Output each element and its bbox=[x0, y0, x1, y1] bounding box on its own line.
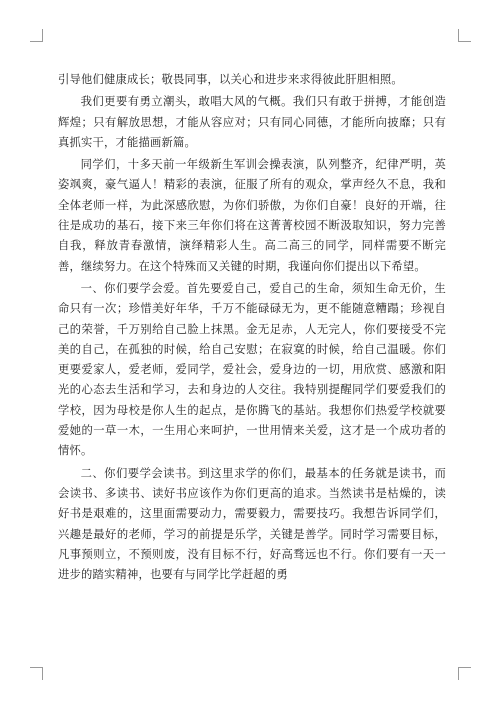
crop-mark-top-left bbox=[30, 29, 43, 42]
paragraph-1: 引导他们健康成长；敬畏同事，以关心和进步来求得彼此肝胆相照。 bbox=[58, 73, 403, 86]
paragraph-2: 我们更要有勇立潮头，敢唱大风的气概。我们只有敢于拼搏，才能创造辉煌；只有解放思想，才能从容应对；只有同心同德，才能所向披靡；只有真抓实干，才能描画新篇。 bbox=[58, 95, 446, 149]
paragraph-4: 一、你们要学会爱。首先要爱自己，爱自己的生命，须知生命无价，生命只有一次；珍惜美好年华，千万不能碌碌无为，更不能随意糟蹋；珍视自己的荣誉，千万别给自己脸上抹黑。金无足赤，人无完人，你们要接受不完美的自己，在孤独的时候，给自己安慰；在寂寞的时候，给自己温暖。你们更要爱家人，爱老师，爱同学，爱社会，爱身边的一切，用欣赏、感激和阳光的心态去生活和学习，去和身边的人交往。我特别提醒同学们要爱我们的学校，因为母校是你人生的起点，是你腾飞的基站。我想你们热爱学校就要爱她的一草一木，一生用心来呵护，一世用情来关爱，这才是一个成功者的情怀。 bbox=[58, 281, 446, 458]
crop-mark-bottom-right bbox=[458, 667, 471, 680]
paragraph-3: 同学们，十多天前一年级新生军训会操表演，队列整齐，纪律严明，英姿飒爽，豪气逼人！精彩的表演，征服了所有的观众，掌声经久不息，我和全体老师一样，为此深感欣慰，为你们骄傲，为你们自豪！良好的开端，往往是成功的基石，接下来三年你们将在这菁菁校园不断汲取知识，努力完善自我，释放青春激情，演绎精彩人生。高二高三的同学，同样需要不断完善，继续努力。在这个特殊而又关键的时期，我谨向你们提出以下希望。 bbox=[58, 158, 446, 273]
document-body bbox=[58, 70, 446, 587]
crop-mark-bottom-left bbox=[30, 667, 43, 680]
crop-mark-top-right bbox=[458, 29, 471, 42]
paragraph-5: 二、你们要学会读书。到这里求学的你们，最基本的任务就是读书，而会读书、多读书、读好书应该作为你们更高的追求。当然读书是枯燥的，读好书是艰难的，这里面需要动力，需要毅力，需要技巧。我想告诉同学们，兴趣是最好的老师，学习的前提是乐学，关键是善学。同时学习需要目标，凡事预则立，不预则废，没有目标不行，好高骛远也不行。你们要有一天一进步的踏实精神，也要有与同学比学赶超的勇 bbox=[58, 466, 446, 582]
